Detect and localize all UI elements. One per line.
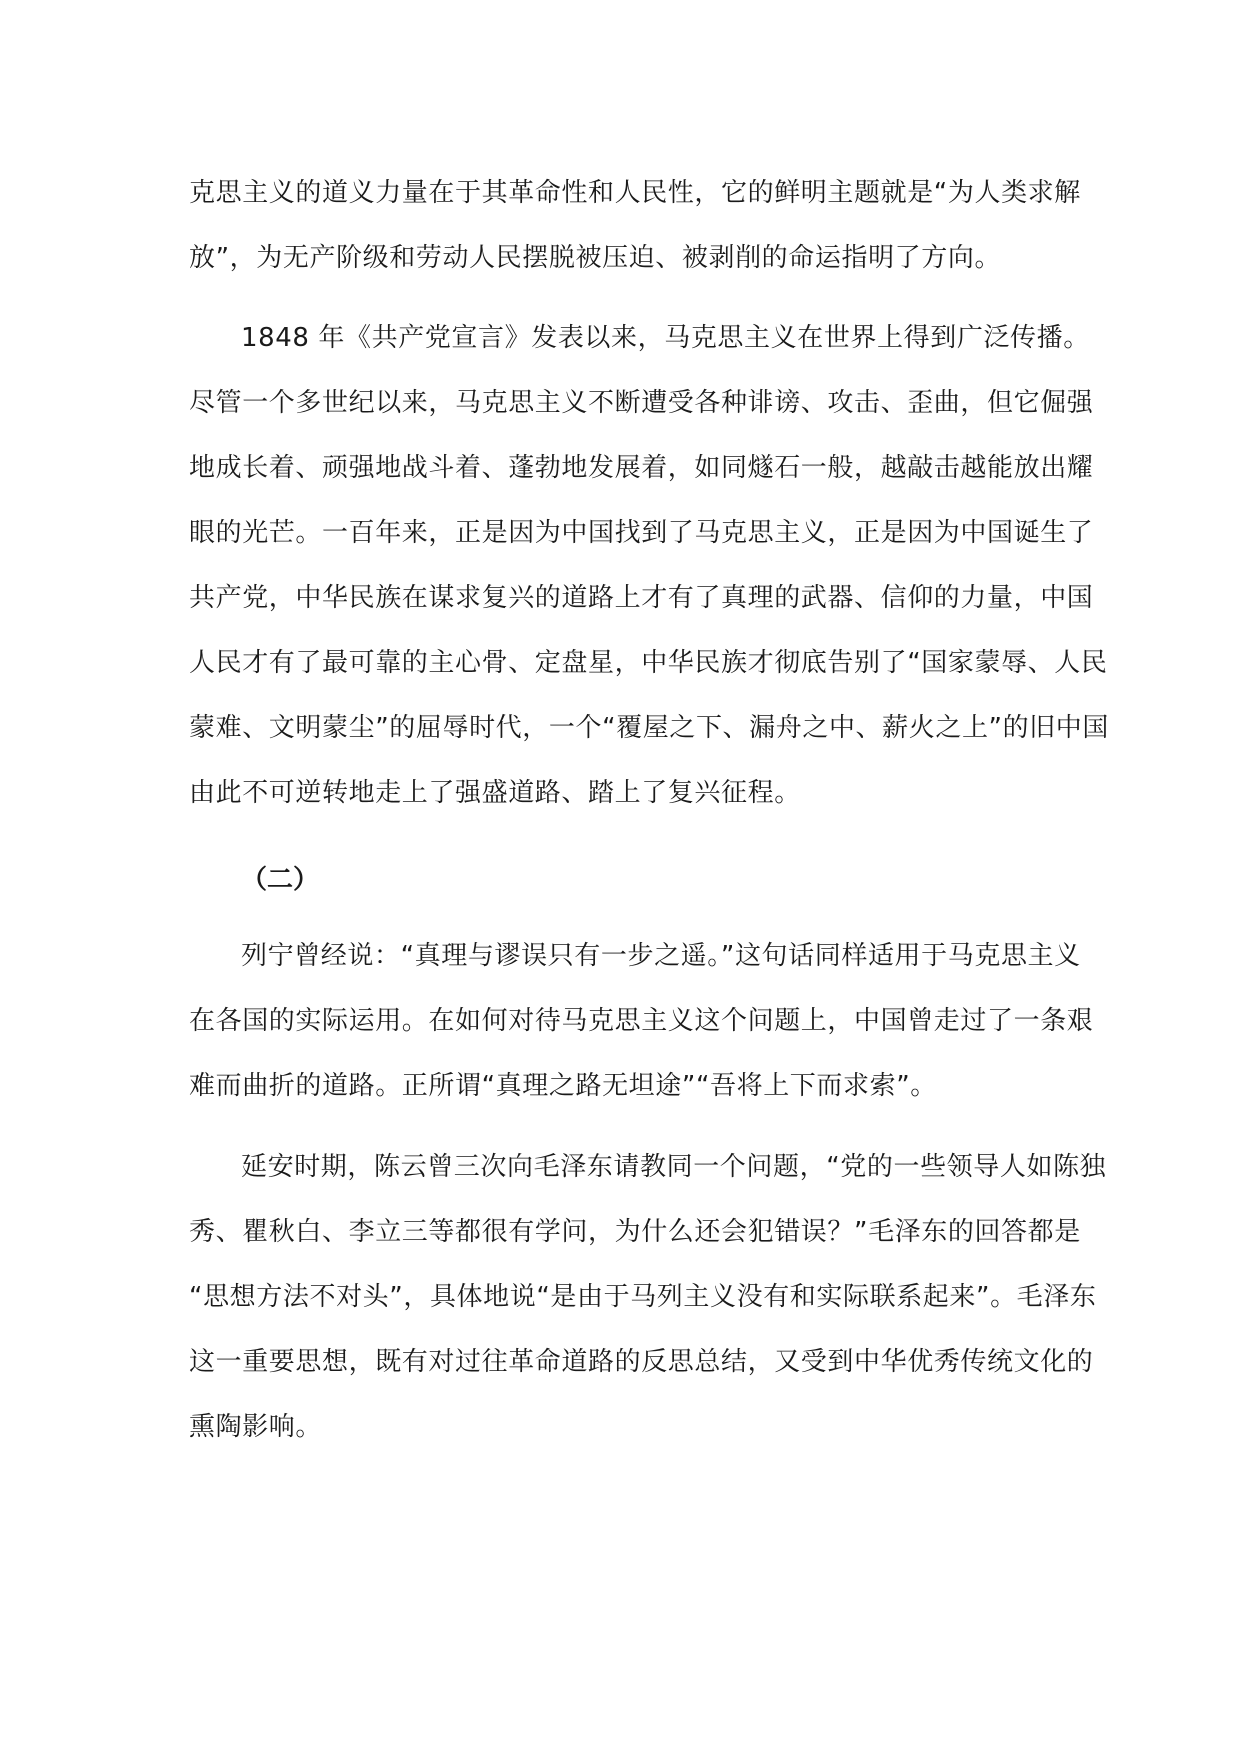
paragraph-4-line: “思想方法不对头”，具体地说“是由于马列主义没有和实际联系起来”。毛泽东 <box>189 1282 1097 1312</box>
paragraph-2-line: 尽管一个多世纪以来，马克思主义不断遭受各种诽谤、攻击、歪曲，但它倔强 <box>189 388 1094 418</box>
paragraph-2-line: 眼的光芒。一百年来，正是因为中国找到了马克思主义，正是因为中国诞生了 <box>189 518 1094 548</box>
paragraph-1-line: 克思主义的道义力量在于其革命性和人民性，它的鲜明主题就是“为人类求解 <box>189 178 1081 208</box>
paragraph-2-line: 由此不可逆转地走上了强盛道路、踏上了复兴征程。 <box>189 778 801 808</box>
paragraph-1 <box>189 161 1081 291</box>
paragraph-4-line: 秀、瞿秋白、李立三等都很有学问，为什么还会犯错误？”毛泽东的回答都是 <box>189 1217 1081 1247</box>
paragraph-4-line: 这一重要思想，既有对过往革命道路的反思总结，又受到中华优秀传统文化的 <box>189 1347 1094 1377</box>
paragraph-4 <box>189 1135 1107 1460</box>
paragraph-2-line: 1848 年《共产党宣言》发表以来，马克思主义在世界上得到广泛传播。 <box>241 323 1090 353</box>
paragraph-4-line: 延安时期，陈云曾三次向毛泽东请教同一个问题，“党的一些领导人如陈独 <box>241 1152 1107 1182</box>
paragraph-4-line: 熏陶影响。 <box>189 1412 323 1442</box>
paragraph-2-line: 地成长着、顽强地战斗着、蓬勃地发展着，如同燧石一般，越敲击越能放出耀 <box>189 453 1094 483</box>
section-heading: （二） <box>241 865 320 895</box>
paragraph-3-line: 列宁曾经说：“真理与谬误只有一步之遥。”这句话同样适用于马克思主义 <box>241 941 1081 971</box>
paragraph-2-line: 蒙难、文明蒙尘”的屈辱时代，一个“覆屋之下、漏舟之中、薪火之上”的旧中国 <box>189 713 1110 743</box>
paragraph-1-line: 放”，为无产阶级和劳动人民摆脱被压迫、被剥削的命运指明了方向。 <box>189 243 1002 273</box>
paragraph-2 <box>189 306 1110 826</box>
paragraph-3-line: 在各国的实际运用。在如何对待马克思主义这个问题上，中国曾走过了一条艰 <box>189 1006 1094 1036</box>
paragraph-3-line: 难而曲折的道路。正所谓“真理之路无坦途”“吾将上下而求索”。 <box>189 1071 937 1101</box>
paragraph-2-line: 人民才有了最可靠的主心骨、定盘星，中华民族才彻底告别了“国家蒙辱、人民 <box>189 648 1108 678</box>
paragraph-3 <box>189 924 1094 1119</box>
paragraph-2-line: 共产党，中华民族在谋求复兴的道路上才有了真理的武器、信仰的力量，中国 <box>189 583 1094 613</box>
